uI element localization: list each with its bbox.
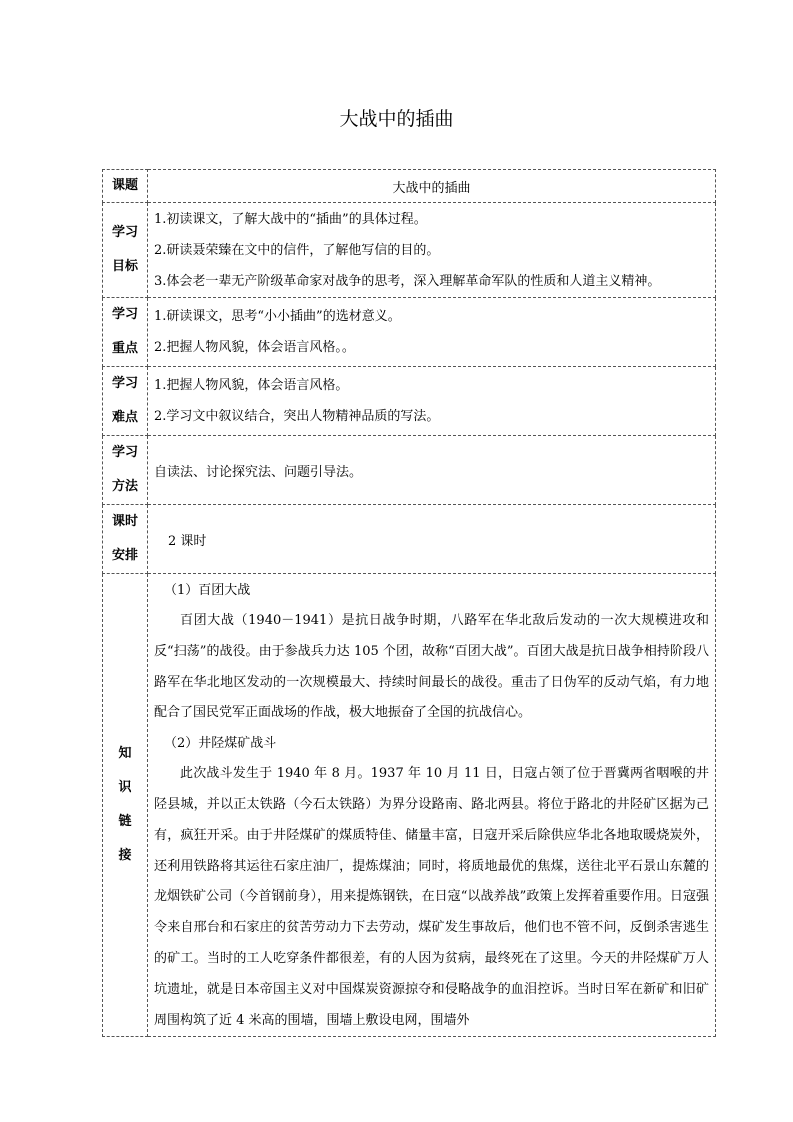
difficulty-line: 1.把握人物风貌，体会语言风格。 [154,378,349,393]
section-paragraph: 此次战斗发生于 1940 年 8 月。1937 年 10 月 11 日，日寇占领了位于晋冀两省咽喉的井陉县城，并以正太铁路（今石太铁路）为界分设路南、路北两县。将位于路北的井陉矿区据为己有，疯狂开采。由于井陉煤矿的煤质特佳、储量丰富，日寇开采后除供应华北各地取暖烧炭外，还利用铁路将其运往石家庄油厂，提炼煤油；同时，将质地最优的焦煤，送往北平石景山东麓的龙烟铁矿公司（今首钢前身），用来提炼钢铁，在日寇“以战养战”政策上发挥着重要作用。日寇强令来自邢台和石家庄的贫苦劳动力下去劳动，煤矿发生事故后，他们也不管不问，反倒杀害逃生的矿工。当时的工人吃穿条件都很差，有的人因为贫病，最终死在了这里。今天的井陉煤矿万人坑遗址，就是日本帝国主义对中国煤炭资源掠夺和侵略战争的血泪控诉。当时日军在新矿和旧矿周围构筑了近 4 米高的围墙，围墙上敷设电网，围墙外 [154,766,709,1028]
difficulty-line: 2.学习文中叙议结合，突出人物精神品质的写法。 [154,409,440,424]
key-value [148,298,716,367]
key-line: 1.研读课文，思考“小小插曲”的选材意义。 [154,309,401,324]
section-paragraph: 百团大战（1940－1941）是抗日战争时期，八路军在华北敌后发动的一次大规模进攻和反“扫荡”的战役。由于参战兵力达 105 个团，故称“百团大战”。百团大战是抗日战争相持阶段八路军在华北地区发动的一次规模最大、持续时间最长的战役。重击了日伪军的反动气焰，有力地配合了国民党军正面战场的作战，极大地振奋了全国的抗战信心。 [154,613,709,721]
row-difficulty [103,367,716,436]
topic-value: 大战中的插曲 [148,170,716,203]
goal-line: 3.体会老一辈无产阶级革命家对战争的思考，深入理解革命军队的性质和人道主义精神。 [154,273,661,289]
key-line: 2.把握人物风貌，体会语言风格。。 [154,340,355,355]
row-key [103,298,716,367]
label-key: 学习 重点 [103,298,148,367]
goal-line: 2.研读聂荣臻在文中的信件，了解他写信的目的。 [154,242,440,258]
knowledge-value [148,574,716,1037]
section-heading: （1）百团大战 [164,583,251,598]
section-heading: （2）井陉煤矿战斗 [164,736,277,752]
label-goals: 学习 目标 [103,203,148,298]
label-method: 学习 方法 [103,436,148,505]
label-knowledge: 知 识 链 接 [103,574,148,1037]
method-value: 自读法、讨论探究法、问题引导法。 [148,436,716,505]
page-title: 大战中的插曲 [339,108,454,130]
row-topic [103,170,716,203]
row-knowledge [103,574,716,1037]
label-topic: 课题 [103,170,148,203]
hours-value: 2 课时 [148,505,716,574]
lesson-table [102,169,716,1037]
row-goals [103,203,716,298]
label-difficulty: 学习 难点 [103,367,148,436]
goals-value [148,203,716,298]
difficulty-value [148,367,716,436]
row-hours [103,505,716,574]
goal-line: 1.初读课文，了解大战中的“插曲”的具体过程。 [154,211,427,227]
label-hours: 课时 安排 [103,505,148,574]
row-method [103,436,716,505]
